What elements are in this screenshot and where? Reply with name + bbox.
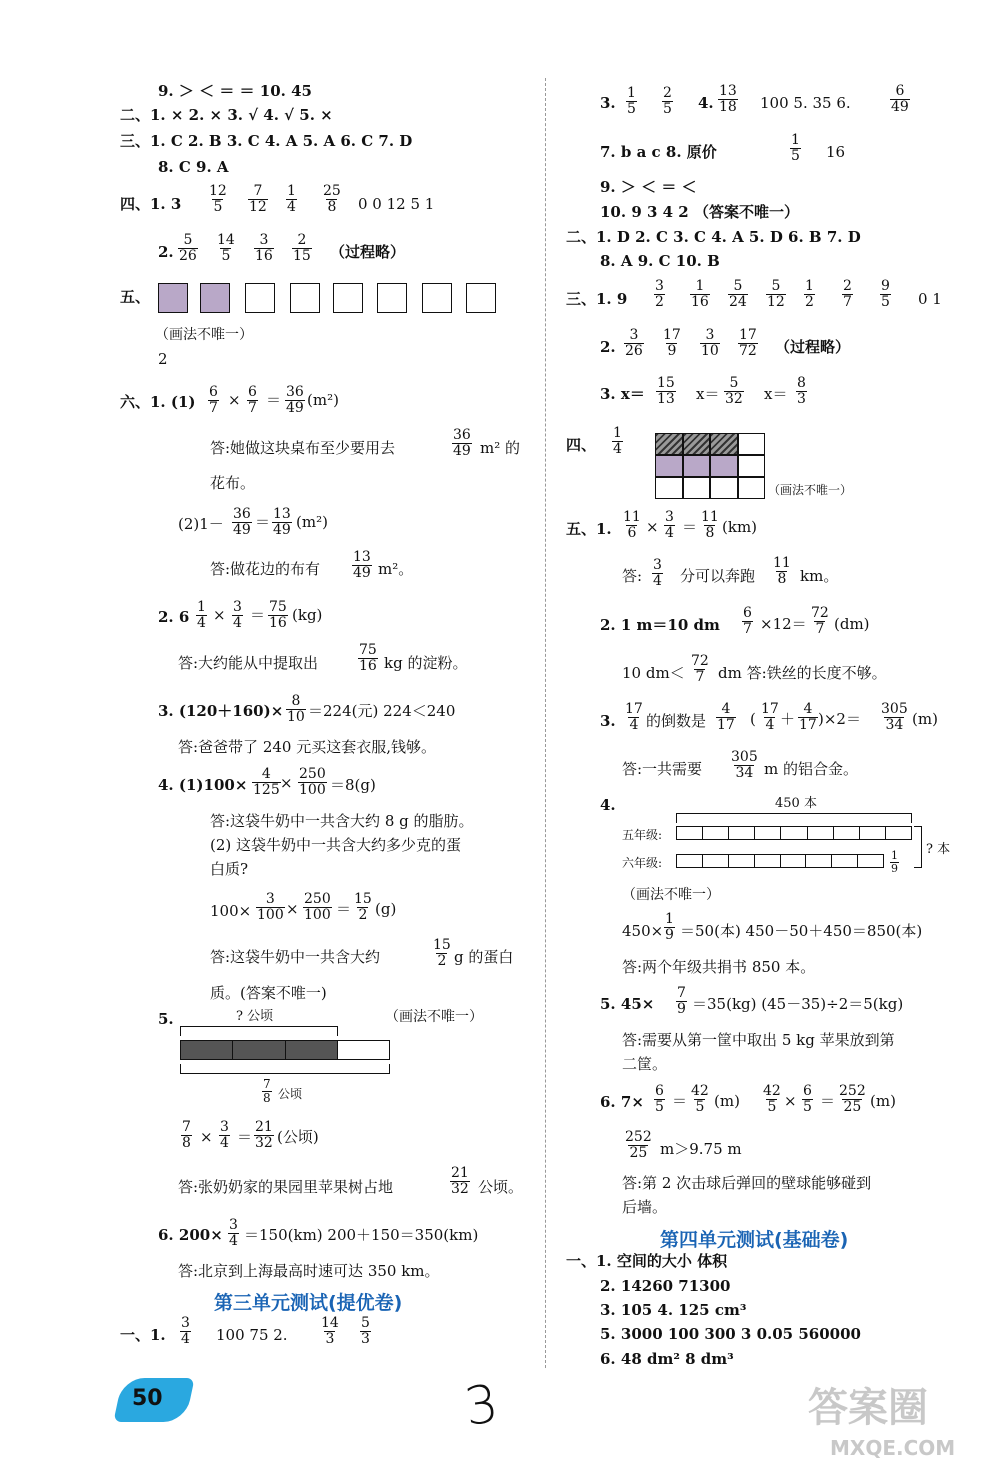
- grid-cell: [655, 477, 683, 499]
- frac: 3 4: [653, 557, 662, 589]
- grid-cell: [710, 433, 738, 455]
- frac: 15 2: [433, 937, 451, 969]
- s6-1b-pre: (2)1－: [178, 515, 224, 533]
- r10-note: （画法不唯一）: [768, 483, 853, 497]
- frac: 1 4: [613, 425, 622, 457]
- grid-cell: [683, 433, 711, 455]
- op: ×: [286, 900, 299, 918]
- top-brace: [180, 1026, 338, 1036]
- r10-label: 四、: [566, 436, 597, 454]
- frac: 6 49: [891, 83, 909, 115]
- frac: 15 2: [354, 891, 372, 923]
- r11-ans-mid: 分可以奔跑: [680, 567, 756, 585]
- r28: 3. 105 4. 125 cm³: [600, 1301, 747, 1319]
- r9-mid2: x＝: [764, 385, 788, 403]
- grid-cell: [738, 477, 766, 499]
- s6-ans1-line2: 花布。: [210, 474, 256, 492]
- frac: 6 7: [743, 605, 752, 637]
- frac: 4 125: [253, 766, 280, 798]
- frac: 3 10: [701, 327, 719, 359]
- s4-1-post: 0 0 12 5 1: [358, 195, 435, 213]
- r1-pre: 3.: [600, 94, 616, 112]
- s6-ans2-post: m²。: [378, 560, 414, 578]
- handwritten-mark: 3: [460, 1373, 503, 1439]
- section-3-answers-cont: 8. C 9. A: [158, 158, 229, 176]
- r16-label: 4.: [600, 796, 616, 814]
- unit: (公顷): [277, 1128, 319, 1146]
- r30: 6. 48 dm² 8 dm³: [600, 1350, 734, 1368]
- frac: 250 100: [304, 891, 331, 923]
- r1-mid2: 100 5. 35 6.: [760, 94, 851, 112]
- unit: (m²): [296, 513, 328, 531]
- grid-cell: [655, 455, 683, 477]
- square: [245, 283, 275, 313]
- r27: 2. 14260 71300: [600, 1277, 731, 1295]
- square: [422, 283, 452, 313]
- r16-row2: 六年级:: [622, 856, 663, 870]
- unit: (m): [714, 1092, 740, 1110]
- shaded-square: [200, 283, 230, 313]
- frac: 7 8: [263, 1077, 271, 1105]
- unit: (m²): [307, 391, 339, 409]
- op: ＝: [336, 900, 352, 918]
- frac: 252 25: [839, 1083, 866, 1115]
- frac: 5 24: [729, 278, 747, 310]
- s6-4b-pre: 100×: [210, 902, 252, 920]
- r6: 8. A 9. C 10. B: [600, 252, 720, 270]
- section-title-unit3: 第三单元测试(提优卷): [214, 1292, 403, 1314]
- op: ＝: [820, 1092, 836, 1110]
- r3: 9. ＞ ＜ ＝ ＜: [600, 178, 697, 196]
- grid-cell: [683, 455, 711, 477]
- grid-cell: [710, 477, 738, 499]
- op: ×: [646, 518, 659, 536]
- s6-4-post: ＝8(g): [330, 776, 376, 794]
- frac: 3 26: [625, 327, 643, 359]
- r2-pre: 7. b a c 8. 原价: [600, 143, 717, 161]
- unit: (kg): [292, 606, 323, 624]
- s6-ans1-pre: 答:她做这块桌布至少要用去: [210, 439, 396, 457]
- square: [377, 283, 407, 313]
- frac: 6 5: [655, 1083, 664, 1115]
- square: [466, 283, 496, 313]
- r16-row1: 五年级:: [622, 828, 663, 842]
- square: [290, 283, 320, 313]
- r14-pre: 3.: [600, 712, 616, 730]
- unit: (m): [912, 710, 938, 728]
- frac: 25 8: [323, 183, 341, 215]
- r7-pre: 三、1. 9: [566, 290, 628, 308]
- frac: 75 16: [269, 599, 287, 631]
- frac: 13 49: [273, 506, 291, 538]
- r12-mid: ×12＝: [760, 615, 807, 633]
- frac: 5 12: [767, 278, 785, 310]
- frac: 3 4: [229, 1217, 238, 1249]
- frac: 3 100: [257, 891, 284, 923]
- frac: 17 4: [625, 701, 643, 733]
- s6-4-pre: 4. (1)100×: [158, 776, 248, 794]
- frac: 21 32: [255, 1119, 273, 1151]
- frac: 36 49: [453, 427, 471, 459]
- s5-num: 2: [158, 350, 168, 368]
- r16-top: 450 本: [775, 796, 817, 811]
- unit: (g): [375, 900, 397, 918]
- frac: 75 16: [359, 642, 377, 674]
- op: ＝: [250, 606, 266, 624]
- frac: 11 8: [773, 555, 791, 587]
- op: ＝: [672, 1092, 688, 1110]
- r24: 答:第 2 次击球后弹回的壁球能够碰到: [622, 1174, 872, 1192]
- sec3-l1-mid: 100 75 2.: [216, 1326, 288, 1344]
- frac: 42 5: [691, 1083, 709, 1115]
- r7-post: 0 1: [918, 290, 942, 308]
- frac: 14 3: [321, 1315, 339, 1347]
- frac: 1 9: [665, 911, 674, 943]
- frac: 1 9: [891, 849, 898, 875]
- op: ＋: [780, 710, 796, 728]
- r18: 答:两个年级共捐书 850 本。: [622, 958, 816, 976]
- s4-2-pre: 2.: [158, 243, 174, 261]
- grid-cell: [738, 455, 766, 477]
- frac: 12 5: [209, 183, 227, 215]
- r25: 后墙。: [622, 1198, 668, 1216]
- grid-cell: [738, 433, 766, 455]
- frac: 8 10: [287, 693, 305, 725]
- frac: 17 72: [739, 327, 757, 359]
- r5: 二、1. D 2. C 3. C 4. A 5. D 6. B 7. D: [566, 228, 861, 246]
- unit: (km): [722, 518, 758, 536]
- r16-note: （画法不唯一）: [622, 887, 720, 903]
- op: (: [750, 710, 756, 728]
- s6-6-ans: 答:北京到上海最高时速可达 350 km。: [178, 1262, 440, 1280]
- right-brace: [914, 826, 922, 868]
- r2-post: 16: [826, 143, 846, 161]
- frac: 72 7: [691, 653, 709, 685]
- frac: 5 32: [725, 375, 743, 407]
- s6-2-ans-post: kg 的淀粉。: [384, 654, 468, 672]
- frac: 3 4: [665, 509, 674, 541]
- frac: 2 7: [843, 278, 852, 310]
- frac: 3 2: [655, 278, 664, 310]
- watermark-logo: 答案圈: [808, 1385, 928, 1431]
- frac: 252 25: [625, 1129, 652, 1161]
- r11-ans-pre: 答:: [622, 567, 643, 585]
- s4-1-pre: 四、1. 3: [120, 195, 182, 213]
- r17-pre: 450×: [622, 922, 664, 940]
- s6-2-ans-pre: 答:大约能从中提取出: [178, 654, 319, 672]
- s6-4-q: (2) 这袋牛奶中一共含大约多少克的蛋: [210, 836, 462, 854]
- frac: 15 13: [657, 375, 675, 407]
- unit: 公顷: [278, 1087, 303, 1101]
- line-9-10: 9. ＞ ＜ ＝ ＝ 10. 45: [158, 82, 312, 100]
- frac: 72 7: [811, 605, 829, 637]
- r19-post: ＝35(kg) (45－35)÷2＝5(kg): [692, 995, 904, 1013]
- op: )×2＝: [818, 710, 861, 728]
- frac: 13 18: [719, 83, 737, 115]
- s5-note: （画法不唯一）: [155, 327, 253, 343]
- frac: 4 17: [799, 701, 817, 733]
- r21: 二筐。: [622, 1055, 668, 1073]
- s6-3-post: ＝224(元) 224＜240: [308, 702, 456, 720]
- r11-ans-post: km。: [800, 567, 839, 585]
- op: ＝: [266, 391, 282, 409]
- r14-mid: 的倒数是: [646, 712, 707, 730]
- frac: 1 4: [197, 599, 206, 631]
- frac: 14 5: [217, 232, 235, 264]
- r12-pre: 2. 1 m＝10 dm: [600, 616, 720, 634]
- s6-3-ans: 答:爸爸带了 240 元买这套衣服,钱够。: [178, 738, 436, 756]
- frac: 3 4: [233, 599, 242, 631]
- frac: 36 49: [233, 506, 251, 538]
- r26: 一、1. 空间的大小 体积: [566, 1252, 728, 1270]
- s5-label: 五、: [120, 288, 151, 306]
- s4-2-post: （过程略）: [330, 243, 406, 261]
- section-title-unit4: 第四单元测试(基础卷): [660, 1229, 849, 1251]
- frac: 42 5: [763, 1083, 781, 1115]
- top-brace: [676, 813, 912, 823]
- bottom-brace: [180, 1064, 390, 1074]
- frac: 17 9: [663, 327, 681, 359]
- op: ＝: [237, 1128, 253, 1146]
- page-number: 50: [132, 1386, 163, 1411]
- s6-1a-pre: 六、1. (1): [120, 393, 196, 411]
- r1-mid: 4.: [698, 94, 714, 112]
- op: ×: [200, 1128, 213, 1146]
- grid-cell: [655, 433, 683, 455]
- r8-post: （过程略）: [775, 338, 851, 356]
- frac: 2 15: [293, 232, 311, 264]
- r9-pre: 3. x＝: [600, 385, 645, 403]
- frac: 17 4: [761, 701, 779, 733]
- section-2-answers: 二、1. × 2. × 3. √ 4. √ 5. ×: [120, 106, 333, 124]
- frac: 1 5: [627, 85, 636, 117]
- frac: 5 3: [361, 1315, 370, 1347]
- frac: 36 49: [286, 384, 304, 416]
- section-3-answers: 三、1. C 2. B 3. C 4. A 5. A 6. C 7. D: [120, 132, 413, 150]
- r17-post: ＝50(本) 450－50＋450＝850(本): [680, 922, 923, 940]
- grade5-bar: [676, 826, 912, 840]
- s6-4b-ans2: 质。(答案不唯一): [210, 984, 327, 1002]
- op: ×: [228, 391, 241, 409]
- s6-ans1-post: m² 的: [480, 439, 521, 457]
- unit: (m): [870, 1092, 896, 1110]
- grid-cell: [683, 477, 711, 499]
- frac: 11 6: [623, 509, 641, 541]
- square: [333, 283, 363, 313]
- s6-6-post: ＝150(km) 200＋150＝350(km): [244, 1226, 479, 1244]
- frac: 3 4: [181, 1315, 190, 1347]
- unit: (dm): [834, 615, 870, 633]
- frac: 7 8: [182, 1119, 191, 1151]
- s6-3-pre: 3. (120＋160)×: [158, 702, 284, 720]
- s6-4b-ans-post: g 的蛋白: [454, 948, 514, 966]
- frac: 3 4: [220, 1119, 229, 1151]
- frac: 1 2: [805, 278, 814, 310]
- frac: 1 16: [691, 278, 709, 310]
- r8-pre: 2.: [600, 338, 616, 356]
- op: ＝: [682, 518, 698, 536]
- r20: 答:需要从第一筐中取出 5 kg 苹果放到第: [622, 1031, 895, 1049]
- r15-post: m 的铝合金。: [764, 760, 858, 778]
- r13-post: dm 答:铁丝的长度不够。: [718, 664, 887, 682]
- frac: 5 26: [179, 232, 197, 264]
- r19-pre: 5. 45×: [600, 995, 655, 1013]
- r22-pre: 6. 7×: [600, 1093, 644, 1111]
- op: ×: [213, 606, 226, 624]
- s6-5-ans-post: 公顷。: [478, 1178, 524, 1196]
- frac: 2 5: [663, 85, 672, 117]
- frac: 305 34: [881, 701, 908, 733]
- r9-mid: x＝: [696, 385, 720, 403]
- frac: 7 12: [249, 183, 267, 215]
- frac: 7 9: [677, 985, 686, 1017]
- frac: 6 7: [209, 384, 218, 416]
- frac: 6 5: [803, 1083, 812, 1115]
- op: ×: [784, 1092, 797, 1110]
- grade6-bar: [676, 854, 884, 868]
- frac: 1 4: [287, 183, 296, 215]
- frac: 4 17: [717, 701, 735, 733]
- s6-4-q2: 白质?: [210, 860, 249, 878]
- r29: 5. 3000 100 300 3 0.05 560000: [600, 1325, 861, 1343]
- column-divider: [545, 78, 546, 1368]
- r23-post: m＞9.75 m: [660, 1140, 742, 1158]
- frac: 21 32: [451, 1165, 469, 1197]
- sec3-l1-pre: 一、1.: [120, 1326, 166, 1344]
- frac: 11 8: [701, 509, 719, 541]
- op: ＝: [255, 513, 271, 531]
- field-bar: [180, 1040, 390, 1060]
- s6-4b-ans-pre: 答:这袋牛奶中一共含大约: [210, 948, 381, 966]
- s6-6-pre: 6. 200×: [158, 1226, 223, 1244]
- frac: 1 5: [791, 132, 800, 164]
- frac: 13 49: [353, 549, 371, 581]
- watermark-url: MXQE.COM: [830, 1436, 956, 1460]
- frac: 9 5: [881, 278, 890, 310]
- frac: 3 16: [255, 232, 273, 264]
- frac: 250 100: [299, 766, 326, 798]
- frac: 305 34: [731, 749, 758, 781]
- r13-pre: 10 dm＜: [622, 664, 685, 682]
- r16-q: ? 本: [926, 842, 951, 857]
- frac: 8 3: [797, 375, 806, 407]
- s6-5-top: ? 公顷: [236, 1009, 274, 1024]
- r11-pre: 五、1.: [566, 520, 612, 538]
- s6-5-note: （画法不唯一）: [385, 1009, 483, 1025]
- op: ×: [280, 774, 293, 792]
- s6-ans2-pre: 答:做花边的布有: [210, 560, 321, 578]
- r15-pre: 答:一共需要: [622, 760, 703, 778]
- s6-2-pre: 2. 6: [158, 608, 190, 626]
- s6-5-ans-pre: 答:张奶奶家的果园里苹果树占地: [178, 1178, 394, 1196]
- r4: 10. 9 3 4 2 （答案不唯一）: [600, 203, 799, 221]
- s6-5-label: 5.: [158, 1010, 174, 1028]
- shaded-square: [158, 283, 188, 313]
- grid-cell: [710, 455, 738, 477]
- frac: 6 7: [248, 384, 257, 416]
- s6-4-ans: 答:这袋牛奶中一共含大约 8 g 的脂肪。: [210, 812, 474, 830]
